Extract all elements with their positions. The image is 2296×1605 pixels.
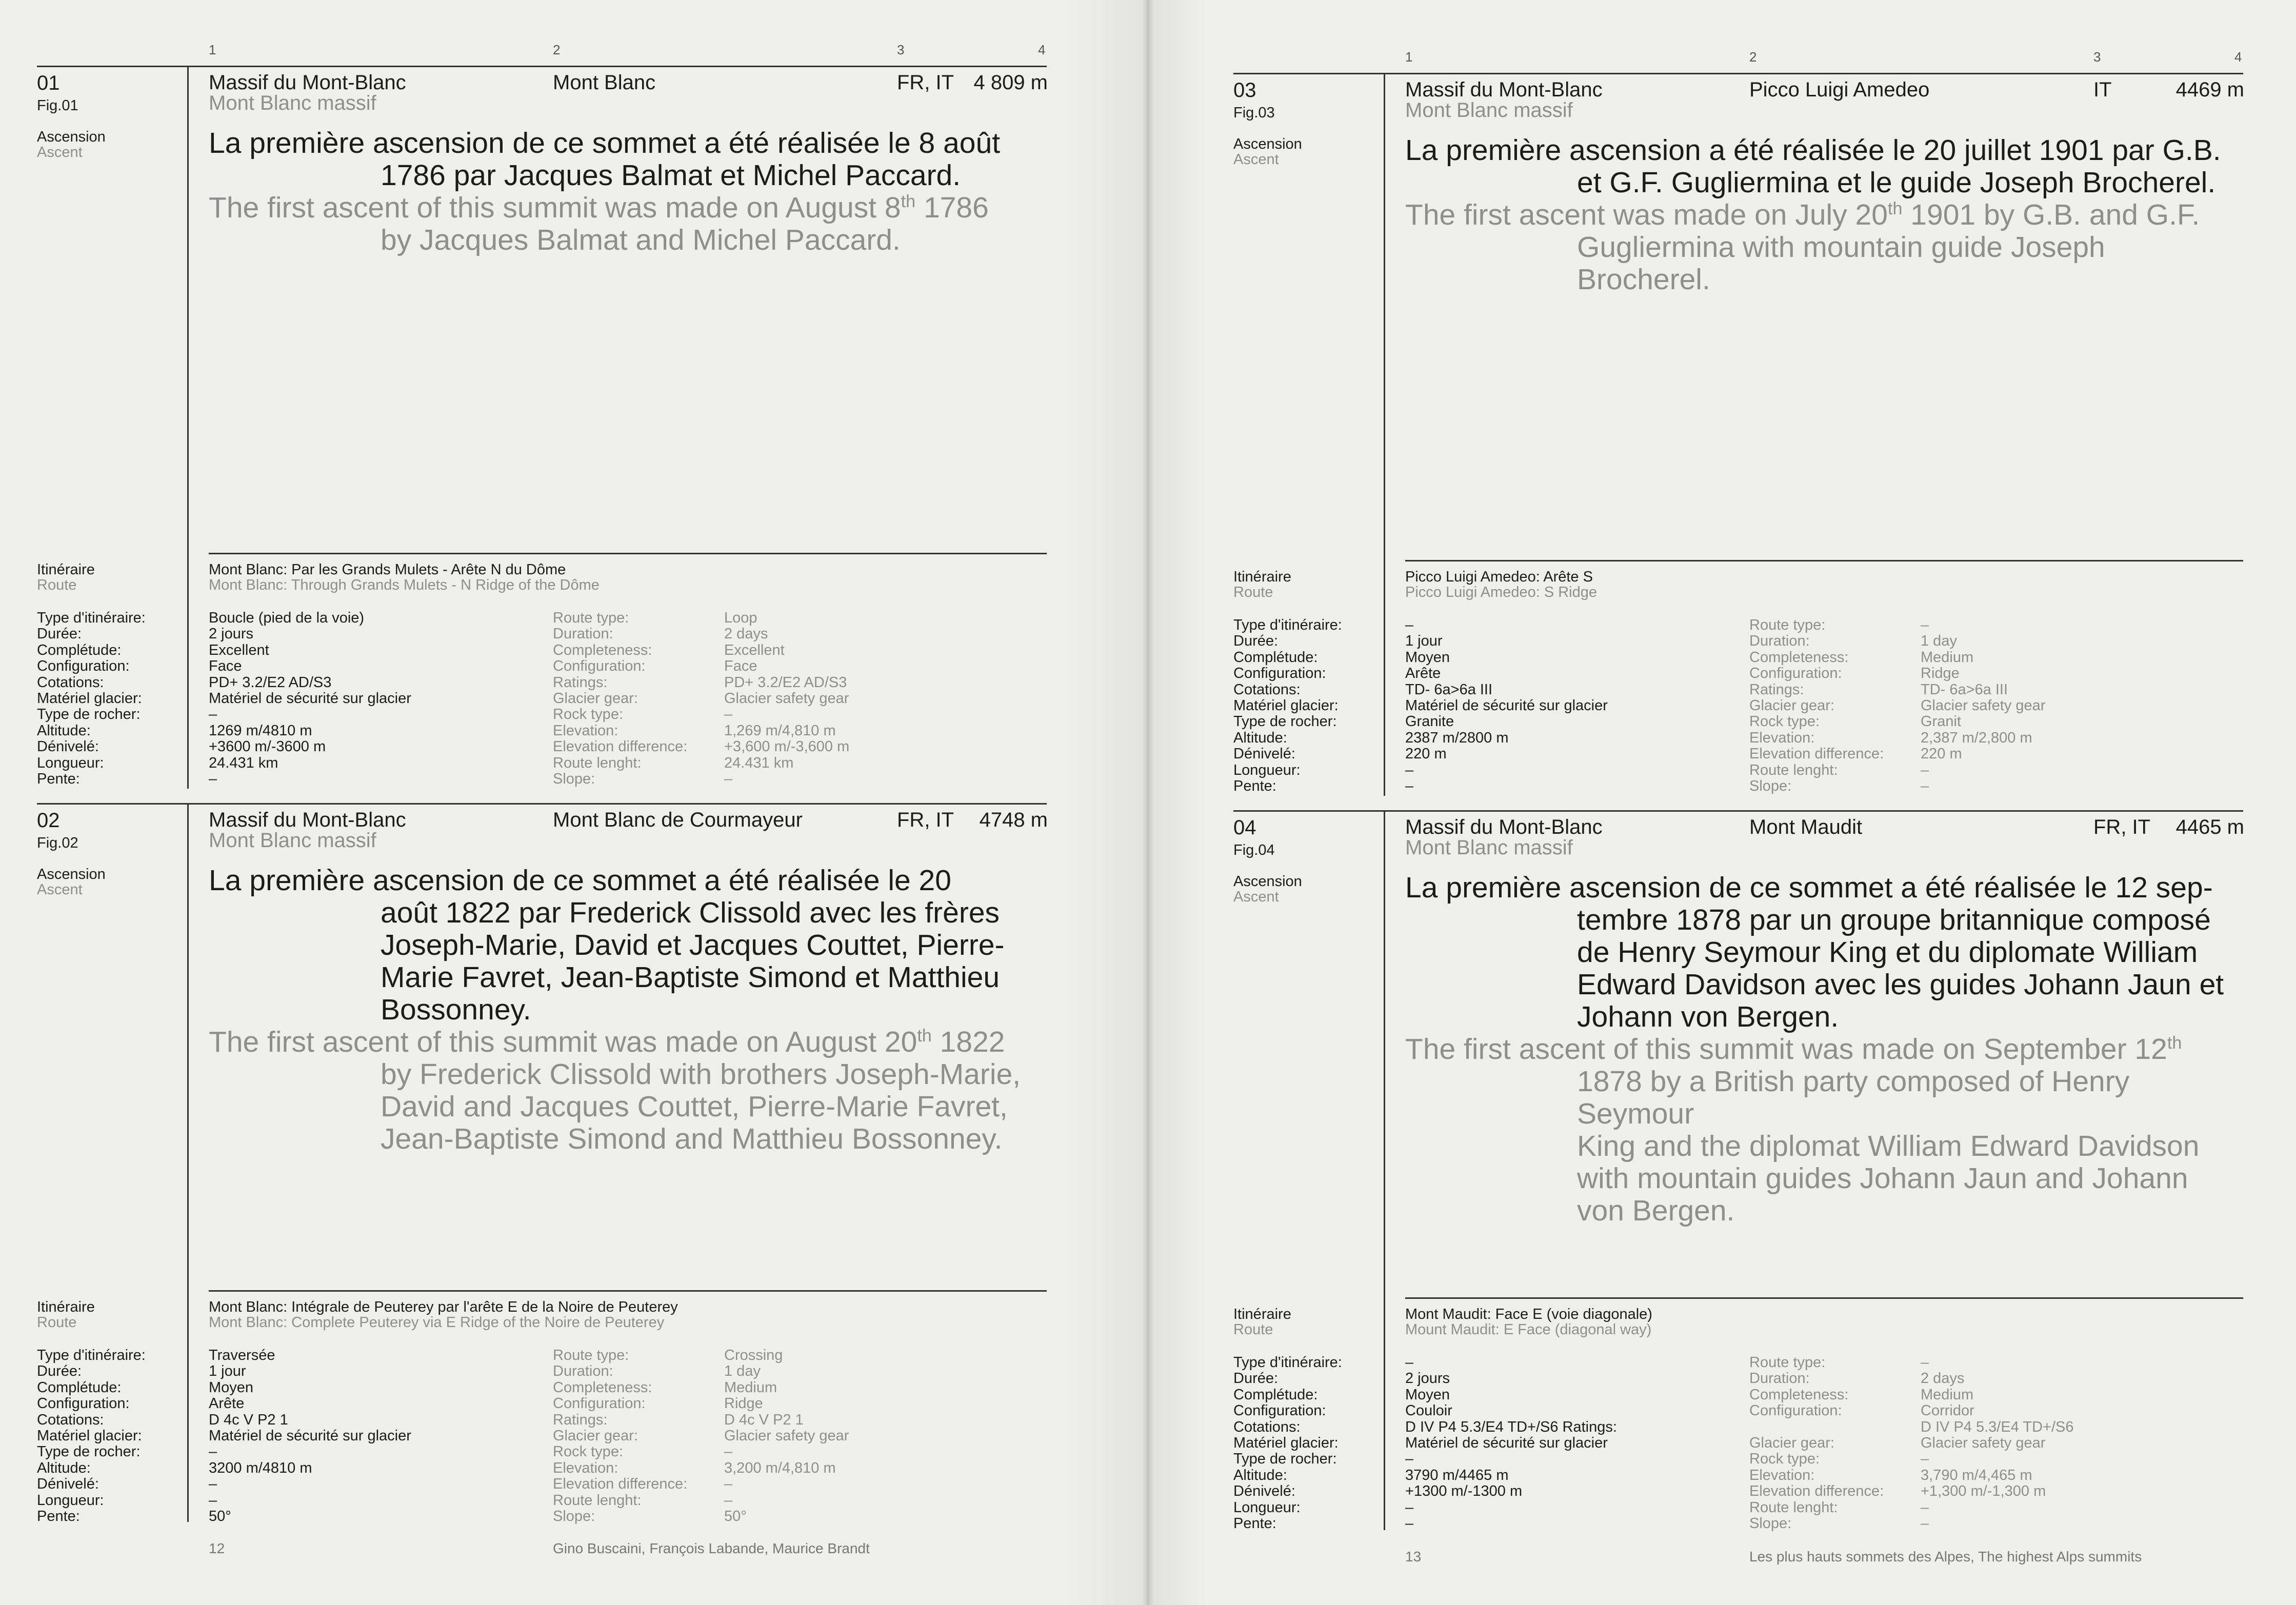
ascent-line: La première ascension de ce sommet a été réalisée le 20 xyxy=(209,864,951,897)
massif-name: Massif du Mont-Blanc xyxy=(209,71,406,94)
massif-name-en: Mont Blanc massif xyxy=(1405,836,1573,859)
ascent-line-en: King and the diplomat William Edward Davidson xyxy=(1577,1130,2200,1162)
column-number: 2 xyxy=(1749,49,1757,65)
figure-label: Fig.01 xyxy=(37,97,78,114)
route-name: Mont Blanc: Intégrale de Peuterey par l'arête E de la Noire de Peuterey xyxy=(209,1299,678,1315)
route-name: Mont Maudit: Face E (voie diagonale) xyxy=(1405,1306,1652,1322)
massif-name-en: Mont Blanc massif xyxy=(209,92,376,114)
ascent-label: Ascension xyxy=(37,866,106,882)
route-label: Itinéraire xyxy=(37,561,95,578)
ascent-line-en: The first ascent of this summit was made on August 8th 1786 xyxy=(209,191,989,224)
running-footer: Les plus hauts sommets des Alpes, The highest Alps summits xyxy=(1749,1549,2142,1564)
ascent-line: août 1822 par Frederick Clissold avec les frères xyxy=(381,896,1000,929)
ascent-line: Marie Favret, Jean-Baptiste Simond et Matthieu xyxy=(381,961,1000,994)
massif-name: Massif du Mont-Blanc xyxy=(1405,816,1603,838)
rule xyxy=(209,1290,1047,1292)
column-rule xyxy=(1384,810,1385,1530)
country: FR, IT xyxy=(2093,816,2151,838)
ascent-text xyxy=(1405,134,2246,296)
country: FR, IT xyxy=(897,71,954,94)
spec-values-en: Crossing 1 day Medium Ridge D 4c V P2 1 Glacier safety gear – 3,200 m/4,810 m – – 50° xyxy=(724,1347,849,1524)
column-number: 4 xyxy=(1038,42,1046,57)
rule xyxy=(209,553,1047,554)
ascent-label-en: Ascent xyxy=(1233,889,1279,905)
spec-values: Traversée 1 jour Moyen Arête D 4c V P2 1 Matériel de sécurité sur glacier – 3200 m/4810 m – – 50° xyxy=(209,1347,411,1524)
spec-labels-en: Route type: Duration: Completeness: Configuration: Ratings: Glacier gear: Rock type: Elevation: Elevation difference: Route lenght: Slope: xyxy=(1749,617,1884,794)
route-label: Itinéraire xyxy=(37,1299,95,1315)
spec-values-en: Loop 2 days Excellent Face PD+ 3.2/E2 AD/S3 Glacier safety gear – 1,269 m/4,810 m +3,600 m/-3,600 m 24.431 km – xyxy=(724,610,850,787)
country: FR, IT xyxy=(897,809,954,831)
ascent-text xyxy=(1405,872,2246,1227)
peak-name: Mont Blanc de Courmayeur xyxy=(553,809,803,831)
ascent-label-en: Ascent xyxy=(37,144,83,161)
summit-height: 4748 m xyxy=(979,809,1048,831)
ascent-line: La première ascension de ce sommet a été réalisée le 8 août xyxy=(209,127,1001,159)
ascent-line: La première ascension a été réalisée le 20 juillet 1901 par G.B. xyxy=(1405,134,2221,167)
spec-values: Boucle (pied de la voie) 2 jours Excellent Face PD+ 3.2/E2 AD/S3 Matériel de sécurité sur glacier – 1269 m/4810 m +3600 m/-3600 m 24.431 km – xyxy=(209,610,411,787)
summit-height: 4 809 m xyxy=(973,71,1048,94)
left-page xyxy=(0,0,1147,1605)
massif-name: Massif du Mont-Blanc xyxy=(1405,78,1603,101)
column-number: 2 xyxy=(553,42,561,57)
book-gutter xyxy=(1142,0,1154,1605)
spec-labels-en: Route type: Duration: Completeness: Configuration: Glacier gear: Rock type: Elevation: Elevation difference: Route lenght: Slope: xyxy=(1749,1354,1884,1532)
spec-labels-en: Route type: Duration: Completeness: Configuration: Ratings: Glacier gear: Rock type: Elevation: Elevation difference: Route lenght: Slope: xyxy=(553,1347,688,1524)
figure-label: Fig.04 xyxy=(1233,842,1275,858)
running-footer: Gino Buscaini, François Labande, Maurice Brandt xyxy=(553,1540,870,1556)
peak-name: Picco Luigi Amedeo xyxy=(1749,78,1930,101)
ascent-line-en: The first ascent of this summit was made on August 20th 1822 xyxy=(209,1026,1005,1058)
ascent-line-en: with mountain guides Johann Jaun and Johann xyxy=(1577,1162,2188,1195)
route-label-en: Route xyxy=(1233,584,1273,600)
entry-number: 03 xyxy=(1233,79,1256,102)
rule xyxy=(1405,1297,2243,1299)
column-rule xyxy=(1384,73,1385,796)
page-number: 13 xyxy=(1405,1549,1422,1564)
column-number: 3 xyxy=(2093,49,2101,65)
summit-height: 4469 m xyxy=(2175,78,2244,101)
ascent-label-en: Ascent xyxy=(37,881,83,898)
column-number: 3 xyxy=(897,42,905,57)
entry-number: 04 xyxy=(1233,816,1256,839)
route-name: Mont Blanc: Par les Grands Mulets - Arête N du Dôme xyxy=(209,561,566,578)
ascent-line-en: von Bergen. xyxy=(1577,1194,1735,1227)
ascent-text xyxy=(209,127,1050,256)
entry-number: 02 xyxy=(37,809,60,832)
ascent-line-en: The first ascent of this summit was made on September 12th xyxy=(1405,1033,2182,1066)
right-page xyxy=(1149,0,2296,1605)
entry-number: 01 xyxy=(37,72,60,94)
spec-values-en: – 1 day Medium Ridge TD- 6a>6a III Glacier safety gear Granit 2,387 m/2,800 m 220 m – – xyxy=(1921,617,2046,794)
column-number: 1 xyxy=(1405,49,1413,65)
massif-name-en: Mont Blanc massif xyxy=(1405,99,1573,122)
ascent-line: 1786 par Jacques Balmat et Michel Paccard. xyxy=(381,159,961,192)
spec-values: – 1 jour Moyen Arête TD- 6a>6a III Matériel de sécurité sur glacier Granite 2387 m/2800 m 220 m – – xyxy=(1405,617,1608,794)
ascent-label-en: Ascent xyxy=(1233,151,1279,168)
ascent-line: Johann von Bergen. xyxy=(1577,1000,1839,1033)
ascent-label: Ascension xyxy=(1233,873,1302,890)
column-rule xyxy=(187,66,189,789)
column-rule xyxy=(187,803,189,1522)
route-label-en: Route xyxy=(1233,1321,1273,1338)
ascent-line-en: Gugliermina with mountain guide Joseph Brocherel. xyxy=(1577,231,2105,296)
spec-values: – 2 jours Moyen Couloir D IV P4 5.3/E4 TD+/S6 Ratings: Matériel de sécurité sur glacier – 3790 m/4465 m +1300 m/-1300 m – – xyxy=(1405,1354,1617,1532)
spec-labels-en: Route type: Duration: Completeness: Configuration: Ratings: Glacier gear: Rock type: Elevation: Elevation difference: Route lenght: Slope: xyxy=(553,610,688,787)
ascent-line: Joseph-Marie, David et Jacques Couttet, Pierre- xyxy=(381,929,1005,961)
spec-labels: Type d'itinéraire: Durée: Complétude: Configuration: Cotations: Matériel glacier: Type de rocher: Altitude: Dénivelé: Longueur: Pente: xyxy=(1233,1354,1342,1532)
route-label-en: Route xyxy=(37,577,77,593)
route-label: Itinéraire xyxy=(1233,569,1291,585)
ascent-line-en: Jean-Baptiste Simond and Matthieu Bossonney. xyxy=(381,1122,1003,1155)
ascent-line: Bossonney. xyxy=(381,993,531,1026)
spec-labels: Type d'itinéraire: Durée: Complétude: Configuration: Cotations: Matériel glacier: Type de rocher: Altitude: Dénivelé: Longueur: Pente: xyxy=(1233,617,1342,794)
column-number: 4 xyxy=(2234,49,2242,65)
figure-label: Fig.03 xyxy=(1233,105,1275,121)
ascent-line-en: by Jacques Balmat and Michel Paccard. xyxy=(381,224,901,256)
ascent-line-en: by Frederick Clissold with brothers Joseph-Marie, xyxy=(381,1058,1021,1091)
summit-height: 4465 m xyxy=(2175,816,2244,838)
ascent-text xyxy=(209,865,1050,1155)
ascent-line-en: David and Jacques Couttet, Pierre-Marie Favret, xyxy=(381,1090,1008,1123)
peak-name: Mont Maudit xyxy=(1749,816,1863,838)
ascent-label: Ascension xyxy=(1233,136,1302,152)
spec-values-en: – 2 days Medium Corridor D IV P4 5.3/E4 TD+/S6 Glacier safety gear – 3,790 m/4,465 m +1,300 m/-1,300 m – – xyxy=(1921,1354,2074,1532)
ascent-line: Edward Davidson avec les guides Johann Jaun et xyxy=(1577,968,2224,1001)
ascent-line-en: The first ascent was made on July 20th 1901 by G.B. and G.F. xyxy=(1405,198,2200,231)
ascent-label: Ascension xyxy=(37,129,106,145)
ascent-line: de Henry Seymour King et du diplomate William xyxy=(1577,936,2198,969)
spec-labels: Type d'itinéraire: Durée: Complétude: Configuration: Cotations: Matériel glacier: Type de rocher: Altitude: Dénivelé: Longueur: Pente: xyxy=(37,1347,146,1524)
page-number: 12 xyxy=(209,1540,225,1556)
ascent-line: et G.F. Gugliermina et le guide Joseph Brocherel. xyxy=(1577,166,2216,199)
ascent-line-en: 1878 by a British party composed of Henry Seymour xyxy=(1577,1065,2130,1130)
massif-name: Massif du Mont-Blanc xyxy=(209,809,406,831)
spec-labels: Type d'itinéraire: Durée: Complétude: Configuration: Cotations: Matériel glacier: Type de rocher: Altitude: Dénivelé: Longueur: Pente: xyxy=(37,610,146,787)
route-name: Picco Luigi Amedeo: Arête S xyxy=(1405,569,1593,585)
rule xyxy=(1405,560,2243,561)
route-name-en: Mount Maudit: E Face (diagonal way) xyxy=(1405,1321,1652,1338)
route-label-en: Route xyxy=(37,1314,77,1331)
ascent-line: La première ascension de ce sommet a été réalisée le 12 sep- xyxy=(1405,871,2213,904)
route-name-en: Mont Blanc: Complete Peuterey via E Ridge of the Noire de Peuterey xyxy=(209,1314,665,1331)
figure-label: Fig.02 xyxy=(37,835,78,851)
ascent-line: tembre 1878 par un groupe britannique composé xyxy=(1577,904,2211,936)
route-name-en: Mont Blanc: Through Grands Mulets - N Ridge of the Dôme xyxy=(209,577,600,593)
peak-name: Mont Blanc xyxy=(553,71,656,94)
country: IT xyxy=(2093,78,2112,101)
route-label: Itinéraire xyxy=(1233,1306,1291,1322)
route-name-en: Picco Luigi Amedeo: S Ridge xyxy=(1405,584,1597,600)
massif-name-en: Mont Blanc massif xyxy=(209,829,376,852)
column-number: 1 xyxy=(209,42,216,57)
